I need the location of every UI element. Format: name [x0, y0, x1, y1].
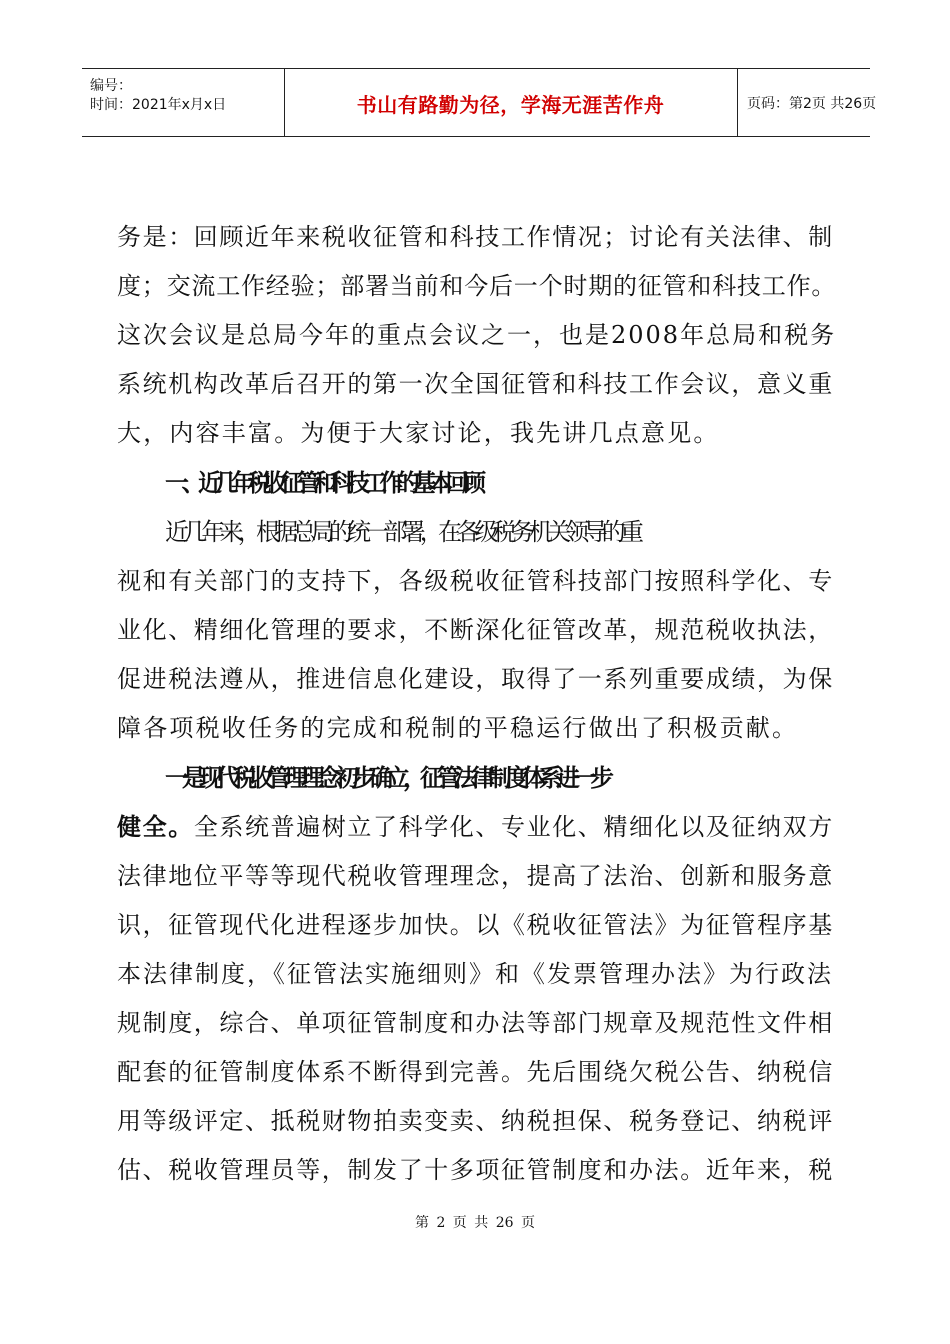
- document-number-label: 编号：: [90, 78, 132, 94]
- point-heading: 一是现代税收管理理念初步确立，征管法律制度体系进一步: [165, 764, 607, 792]
- header-motto: 书山有路勤为径，学海无涯苦作舟: [356, 93, 665, 117]
- body-line: 系统机构改革后召开的第一次全国征管和科技工作会议，意义重: [117, 370, 834, 398]
- header-meta-cell: [82, 69, 285, 136]
- body-line: 法律地位平等等现代税收管理理念，提高了法治、创新和服务意: [117, 862, 834, 890]
- point-heading-tail: 健全。: [117, 813, 194, 841]
- body-line: 务是：回顾近年来税收征管和科技工作情况；讨论有关法律、制: [117, 223, 834, 251]
- page-footer: 第 2 页 共 26 页: [415, 1215, 535, 1231]
- section-heading: 一、近几年税收征管和科技工作的基本回顾: [165, 469, 479, 497]
- body-line: 障各项税收任务的完成和税制的平稳运行做出了积极贡献。: [117, 714, 799, 742]
- body-line: 视和有关部门的支持下，各级税收征管科技部门按照科学化、专: [117, 567, 834, 595]
- body-line: [117, 809, 837, 845]
- header-page-info: 页码：第2页 共26页: [747, 96, 877, 112]
- body-line: 促进税法遵从，推进信息化建设，取得了一系列重要成绩，为保: [117, 665, 834, 693]
- body-line-text: 全系统普遍树立了科学化、专业化、精细化以及征纳双方: [193, 813, 834, 841]
- body-line: 估、税收管理员等，制发了十多项征管制度和办法。近年来，税: [117, 1156, 834, 1184]
- body-line: 业化、精细化管理的要求，不断深化征管改革，规范税收执法，: [117, 616, 834, 644]
- body-line: 这次会议是总局今年的重点会议之一，也是2008年总局和税务: [117, 321, 837, 349]
- body-line: 大，内容丰富。为便于大家讨论，我先讲几点意见。: [117, 419, 720, 447]
- header-page-cell: [737, 69, 877, 136]
- body-line: 用等级评定、抵税财物拍卖变卖、纳税担保、税务登记、纳税评: [117, 1107, 834, 1135]
- header-motto-cell: [284, 69, 738, 136]
- document-time-label: 时间：2021年x月x日: [90, 97, 227, 113]
- body-line: 本法律制度，《征管法实施细则》和《发票管理办法》为行政法: [117, 960, 833, 988]
- body-line: 近几年来，根据总局的统一部署，在各级税务机关领导的重: [165, 518, 639, 546]
- body-line: 配套的征管制度体系不断得到完善。先后围绕欠税公告、纳税信: [117, 1058, 834, 1086]
- body-line: 度；交流工作经验；部署当前和今后一个时期的征管和科技工作。: [117, 272, 837, 300]
- page-header: [82, 68, 877, 137]
- body-line: 规制度，综合、单项征管制度和办法等部门规章及规范性文件相: [117, 1009, 834, 1037]
- body-line: 识，征管现代化进程逐步加快。以《税收征管法》为征管程序基: [117, 911, 834, 939]
